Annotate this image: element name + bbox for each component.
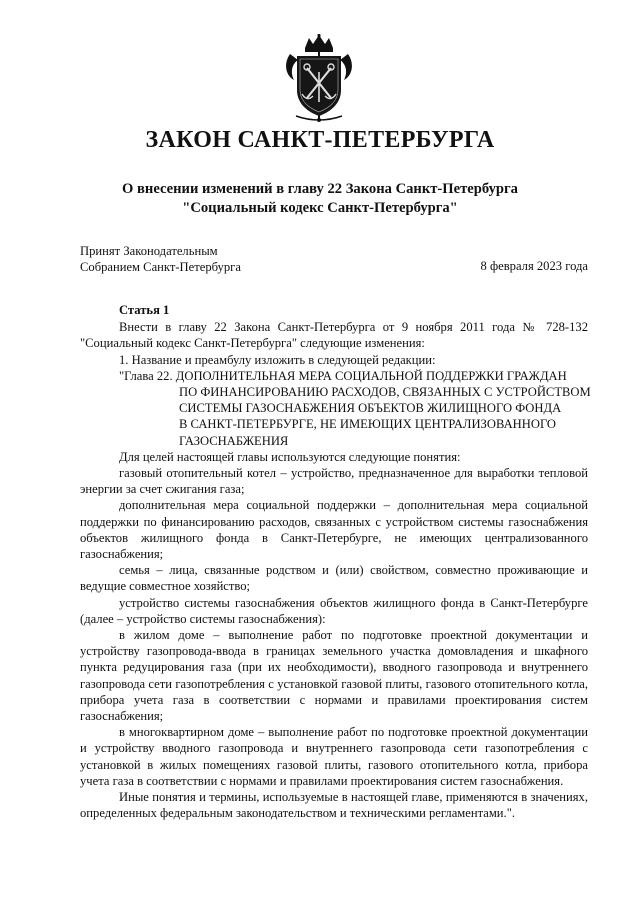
- subtitle-line: "Социальный кодекс Санкт-Петербурга": [182, 200, 458, 216]
- article-intro: Внести в главу 22 Закона Санкт-Петербурга от 9 ноября 2011 года № 728-132 "Социальный кодекс Санкт-Петербурга" следующие изменения:: [80, 320, 588, 351]
- chapter-title-line: "Глава 22. ДОПОЛНИТЕЛЬНАЯ МЕРА СОЦИАЛЬНОЙ ПОДДЕРЖКИ ГРАЖДАН: [119, 368, 567, 383]
- chapter-title-continuation: [80, 384, 591, 449]
- paragraph: семья – лица, связанные родством и (или) свойством, совместно проживающие и ведущие совместное хозяйство;: [80, 563, 588, 594]
- paragraph: Иные понятия и термины, используемые в настоящей главе, применяются в значениях, определенных федеральным законодательством и техническими регламентами.".: [80, 790, 588, 821]
- coat-of-arms-icon: [278, 34, 360, 124]
- adoption-date: 8 февраля 2023 года: [480, 259, 588, 273]
- article-heading: Статья 1: [119, 303, 170, 317]
- subtitle-line: О внесении изменений в главу 22 Закона Санкт-Петербурга: [122, 181, 518, 197]
- chapter-title: [80, 368, 588, 384]
- paragraph: газовый отопительный котел – устройство, предназначенное для выработки тепловой энергии за счет сжигания газа;: [80, 466, 588, 497]
- adoption-line: Собранием Санкт-Петербурга: [80, 260, 241, 274]
- article-item: 1. Название и преамбулу изложить в следующей редакции:: [119, 352, 436, 367]
- chapter-title-line: ПО ФИНАНСИРОВАНИЮ РАСХОДОВ, СВЯЗАННЫХ С УСТРОЙСТВОМ: [179, 385, 591, 400]
- paragraph: Для целей настоящей главы используются следующие понятия:: [119, 449, 461, 464]
- chapter-title-line: СИСТЕМЫ ГАЗОСНАБЖЕНИЯ ОБЪЕКТОВ ЖИЛИЩНОГО ФОНДА: [179, 401, 562, 416]
- document-subtitle: [0, 180, 640, 218]
- paragraph: устройство системы газоснабжения объектов жилищного фонда в Санкт-Петербурге (далее – устройство системы газоснабжения):: [80, 595, 588, 626]
- chapter-title-line: В САНКТ-ПЕТЕРБУРГЕ, НЕ ИМЕЮЩИХ ЦЕНТРАЛИЗОВАННОГО: [179, 417, 557, 432]
- document-body: [80, 302, 591, 822]
- document-title: ЗАКОН САНКТ-ПЕТЕРБУРГА: [145, 127, 495, 153]
- paragraph: в многоквартирном доме – выполнение работ по подготовке проектной документации и устройству вводного газопровода и внутреннего газопровода сети газопотребления с установкой в жилых помещениях газовой плиты, газового отопительного котла, прибора учета газа в соответствии с нормами и правилами проектирования систем газоснабжения.: [80, 725, 588, 788]
- paragraph: в жилом доме – выполнение работ по подготовке проектной документации и устройству газопровода-ввода в границах земельного участка домовладения и шкафного пункта редуцирования газа (при их необходимости), вводного газопровода и внутреннего газопровода сети газопотребления с установкой газовой плиты, газового отопительного котла, прибора учета газа в соответствии с нормами и правилами проектирования систем газоснабжения;: [80, 628, 588, 724]
- paragraph: дополнительная мера социальной поддержки – дополнительная мера социальной поддержки по финансированию расходов, связанных с устройством системы газоснабжения объектов жилищного фонда в Санкт-Петербурге, не имеющих централизованного газоснабжения;: [80, 498, 588, 562]
- chapter-title-line: ГАЗОСНАБЖЕНИЯ: [179, 433, 289, 448]
- adoption-line: Принят Законодательным: [80, 244, 218, 258]
- adoption-note: [80, 243, 241, 275]
